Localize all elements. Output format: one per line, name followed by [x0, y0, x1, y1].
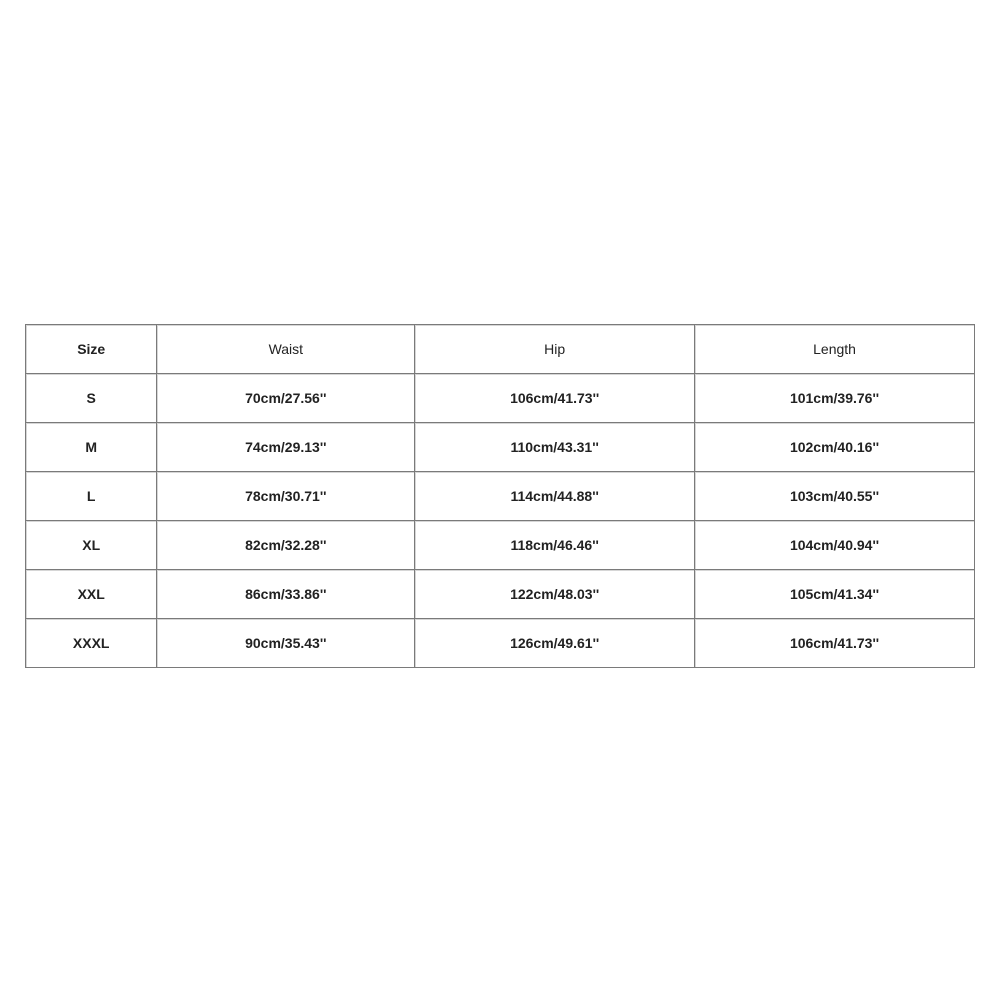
cell-waist: 78cm/30.71'' [157, 472, 415, 521]
cell-hip: 114cm/44.88'' [415, 472, 695, 521]
header-length: Length [695, 325, 975, 374]
cell-size: M [26, 423, 157, 472]
table-row [26, 619, 975, 668]
cell-length: 103cm/40.55'' [695, 472, 975, 521]
cell-size: L [26, 472, 157, 521]
cell-hip: 110cm/43.31'' [415, 423, 695, 472]
cell-hip: 126cm/49.61'' [415, 619, 695, 668]
cell-hip: 106cm/41.73'' [415, 374, 695, 423]
cell-waist: 82cm/32.28'' [157, 521, 415, 570]
size-chart-table [25, 324, 975, 668]
table-body [26, 374, 975, 668]
header-waist: Waist [157, 325, 415, 374]
cell-size: S [26, 374, 157, 423]
cell-size: XXL [26, 570, 157, 619]
cell-waist: 90cm/35.43'' [157, 619, 415, 668]
cell-waist: 70cm/27.56'' [157, 374, 415, 423]
cell-length: 106cm/41.73'' [695, 619, 975, 668]
cell-size: XXXL [26, 619, 157, 668]
header-row [26, 325, 975, 374]
table-row [26, 570, 975, 619]
cell-length: 104cm/40.94'' [695, 521, 975, 570]
header-hip: Hip [415, 325, 695, 374]
cell-length: 101cm/39.76'' [695, 374, 975, 423]
table-row [26, 472, 975, 521]
table-header [26, 325, 975, 374]
table-row [26, 521, 975, 570]
cell-waist: 74cm/29.13'' [157, 423, 415, 472]
cell-size: XL [26, 521, 157, 570]
cell-length: 105cm/41.34'' [695, 570, 975, 619]
table-row [26, 374, 975, 423]
header-size: Size [26, 325, 157, 374]
cell-hip: 122cm/48.03'' [415, 570, 695, 619]
cell-length: 102cm/40.16'' [695, 423, 975, 472]
cell-hip: 118cm/46.46'' [415, 521, 695, 570]
table-row [26, 423, 975, 472]
cell-waist: 86cm/33.86'' [157, 570, 415, 619]
